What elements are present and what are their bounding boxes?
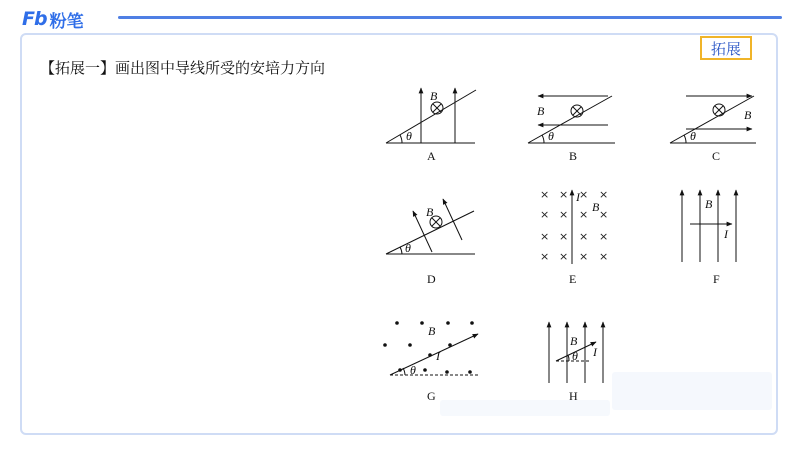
svg-text:×: × (579, 230, 589, 243)
svg-text:×: × (579, 250, 589, 263)
field-b-label: B (705, 197, 713, 211)
angle-theta-label: θ (405, 241, 411, 255)
svg-text:×: × (540, 250, 550, 263)
figure-label: E (569, 272, 577, 286)
svg-text:×: × (559, 230, 569, 243)
svg-text:×: × (540, 188, 550, 201)
svg-text:×: × (599, 230, 609, 243)
field-b-label: B (592, 200, 600, 214)
field-b-label: B (744, 108, 752, 122)
svg-text:×: × (559, 208, 569, 221)
figure-label: F (713, 272, 720, 286)
svg-text:×: × (540, 230, 550, 243)
figure-label: H (569, 389, 578, 403)
figure-label: G (427, 389, 436, 403)
current-i-label: I (576, 190, 580, 204)
extension-badge: 拓展 (700, 36, 752, 60)
field-b-label: B (570, 334, 578, 348)
svg-text:×: × (599, 188, 609, 201)
svg-text:×: × (579, 208, 589, 221)
field-b-label: B (426, 205, 434, 219)
angle-theta-label: θ (548, 129, 554, 143)
field-b-label: B (537, 104, 545, 118)
question-title: 【拓展一】画出图中导线所受的安培力方向 (40, 59, 326, 77)
svg-text:×: × (579, 188, 589, 201)
angle-theta-label: θ (572, 349, 578, 363)
svg-text:×: × (599, 208, 609, 221)
svg-text:×: × (559, 250, 569, 263)
field-b-label: B (430, 89, 438, 103)
current-i-label: I (436, 349, 440, 363)
svg-text:×: × (599, 250, 609, 263)
angle-theta-label: θ (690, 129, 696, 143)
svg-text:×: × (559, 188, 569, 201)
figure-label: D (427, 272, 436, 286)
angle-theta-label: θ (410, 363, 416, 377)
svg-text:×: × (540, 208, 550, 221)
logo-mark: Fb (22, 8, 47, 30)
field-b-label: B (428, 324, 436, 338)
figure-label: C (712, 149, 721, 163)
current-i-label: I (593, 345, 597, 359)
figure-label: A (427, 149, 436, 163)
figure-label: B (569, 149, 578, 163)
logo-text: 粉笔 (49, 11, 84, 32)
angle-theta-label: θ (406, 129, 412, 143)
current-i-label: I (724, 227, 728, 241)
